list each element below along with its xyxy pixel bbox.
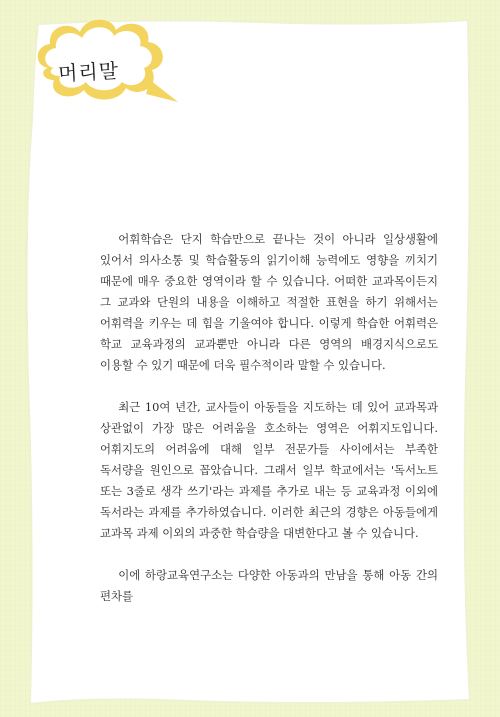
paragraph-1: 어휘학습은 단지 학습만으로 끝나는 것이 아니라 일상생활에 있어서 의사소통 및 학습활동의 읽기이해 능력에도 영향을 끼치기 때문에 매우 중요한 영역이라 할 수 있습니다. 어떠한 교과목이든지 그 교과와 단원의 내용을 이해하고 적절한 표현을 하기 위해서는 어휘력을 키우는 데 힘을 기울여야 합니다. 이렇게 학습한 어휘력은 학교 교육과정의 교과뿐만 아니라 다른 영역의 배경지식으로도 이용할 수 있기 때문에 더욱 필수적이라 말할 수 있습니다. [100, 232, 438, 372]
paragraph-2: 최근 10여 년간, 교사들이 아동들을 지도하는 데 있어 교과목과 상관없이 가장 많은 어려움을 호소하는 영역은 어휘지도입니다. 어휘지도의 어려움에 대해 일부 전문가들 사이에서는 부족한 독서량을 원인으로 꼽았습니다. 그래서 일부 학교에서는 '독서노트 또는 3줄로 생각 쓰기'라는 과제를 추가로 내는 등 교육과정 이외에 독서라는 과제를 추가하였습니다. 이러한 최근의 경향은 아동들에게 교과목 과제 이외의 과중한 학습량을 대변한다고 볼 수 있습니다. [100, 400, 438, 540]
paragraph-3: 이에 하랑교육연구소는 다양한 아동과의 만남을 통해 아동 간의 편차를 [100, 568, 438, 603]
preface-body [100, 229, 438, 628]
page-title: 머리말 [57, 58, 120, 86]
